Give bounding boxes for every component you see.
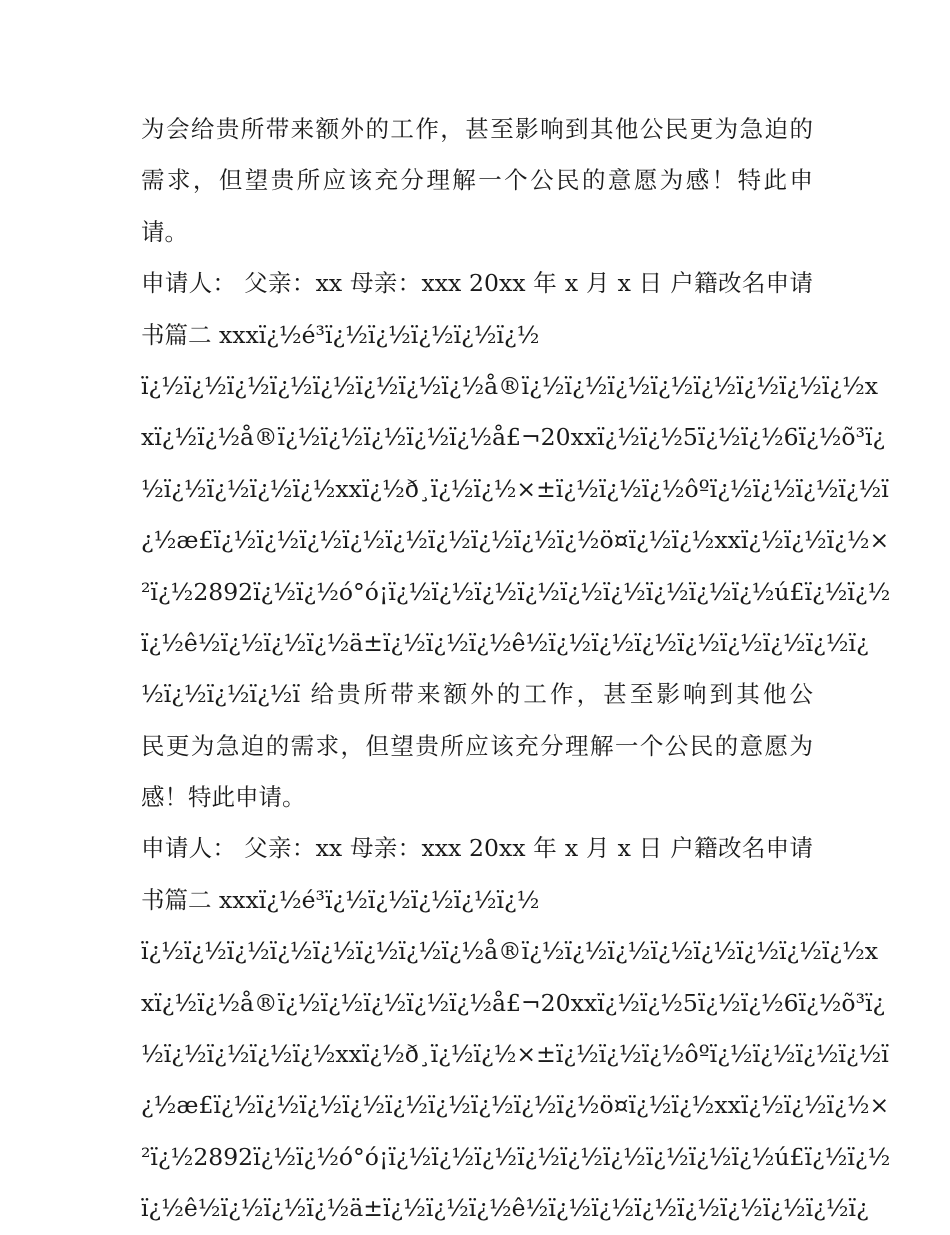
text-line: 请。	[141, 217, 188, 246]
text-line: xï¿½ï¿½å®ï¿½ï¿½ï¿½ï¿½ï¿½å£¬20xxï¿½ï¿½5ï¿½ï¿½6ï¿½õ³ï¿	[141, 988, 886, 1017]
text-line: 民更为急迫的需求，但望贵所应该充分理解一个公民的意愿为	[141, 731, 813, 760]
text-line: ¿½æ£ï¿½ï¿½ï¿½ï¿½ï¿½ï¿½ï¿½ï¿½ï¿½ö¤ï¿½ï¿½xxï¿½ï¿½ï¿½×	[141, 1091, 890, 1120]
text-line: 需求，但望贵所应该充分理解一个公民的意愿为感！特此申	[141, 166, 813, 195]
document-body	[141, 104, 891, 1235]
text-line: ½ï¿½ï¿½ï¿½ï¿½xxï¿½ð¸ï¿½ï¿½×±ï¿½ï¿½ï¿½ôºï¿½ï¿½ï¿½ï¿½ï	[141, 1040, 889, 1069]
text-line: ²ï¿½2892ï¿½ï¿½ó°ó¡ï¿½ï¿½ï¿½ï¿½ï¿½ï¿½ï¿½ï¿½ï¿½ú£ï¿½ï¿½	[141, 577, 891, 606]
text-line: ½ï¿½ï¿½ï¿½ï 给贵所带来额外的工作，甚至影响到其他公	[141, 680, 813, 709]
text-line: ¿½æ£ï¿½ï¿½ï¿½ï¿½ï¿½ï¿½ï¿½ï¿½ï¿½ö¤ï¿½ï¿½xxï¿½ï¿½ï¿½×	[141, 526, 890, 555]
text-line: xï¿½ï¿½å®ï¿½ï¿½ï¿½ï¿½ï¿½å£¬20xxï¿½ï¿½5ï¿½ï¿½6ï¿½õ³ï¿	[141, 423, 886, 452]
text-line: ½ï¿½ï¿½ï¿½ï¿½xxï¿½ð¸ï¿½ï¿½×±ï¿½ï¿½ï¿½ôºï¿½ï¿½ï¿½ï¿½ï	[141, 474, 889, 503]
text-line: ï¿½ï¿½ï¿½ï¿½ï¿½ï¿½ï¿½ï¿½å®ï¿½ï¿½ï¿½ï¿½ï¿½ï¿½ï¿½ï¿½x	[141, 937, 879, 966]
text-line: 书篇二 xxxï¿½é³ï¿½ï¿½ï¿½ï¿½ï¿½	[141, 885, 540, 914]
text-line: 书篇二 xxxï¿½é³ï¿½ï¿½ï¿½ï¿½ï¿½	[141, 320, 540, 349]
text-line: 申请人： 父亲：xx 母亲：xxx 20xx 年 x 月 x 日 户籍改名申请	[141, 834, 813, 863]
text-line: ï¿½ï¿½ï¿½ï¿½ï¿½ï¿½ï¿½ï¿½å®ï¿½ï¿½ï¿½ï¿½ï¿½ï¿½ï¿½ï¿½x	[141, 371, 879, 400]
text-line: ï¿½ê½ï¿½ï¿½ï¿½ä±ï¿½ï¿½ï¿½ê½ï¿½ï¿½ï¿½ï¿½ï¿½ï¿½ï¿½ï¿	[141, 1194, 869, 1223]
text-line: ²ï¿½2892ï¿½ï¿½ó°ó¡ï¿½ï¿½ï¿½ï¿½ï¿½ï¿½ï¿½ï¿½ï¿½ú£ï¿½ï¿½	[141, 1142, 891, 1171]
text-line: ï¿½ê½ï¿½ï¿½ï¿½ä±ï¿½ï¿½ï¿½ê½ï¿½ï¿½ï¿½ï¿½ï¿½ï¿½ï¿½ï¿	[141, 628, 869, 657]
text-line: 为会给贵所带来额外的工作，甚至影响到其他公民更为急迫的	[141, 115, 813, 143]
text-line: 感！特此申请。	[141, 783, 306, 812]
text-line: 申请人： 父亲：xx 母亲：xxx 20xx 年 x 月 x 日 户籍改名申请	[141, 269, 813, 298]
